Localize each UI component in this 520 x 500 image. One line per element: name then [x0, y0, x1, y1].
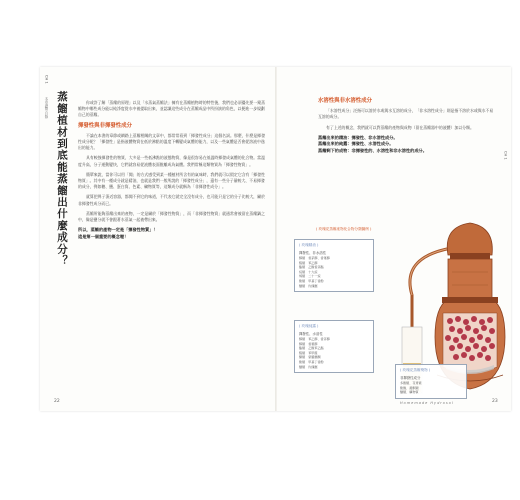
table-row: 醚類 玫瑰醚 — [299, 364, 318, 369]
section-heading: 水溶性與非水溶性成分 — [318, 98, 372, 104]
side-tab-right: CH 1 — [503, 151, 508, 160]
table-row: 醛類 苯乙醇 — [299, 260, 318, 265]
table-row: 酯類 乙酸香茅酯 — [299, 265, 324, 270]
figure-caption: ( 玫瑰花蒸餾產物化合物分類圖例 ) — [316, 227, 372, 231]
box-subtitle: 揮發性、水溶性 — [299, 332, 323, 336]
table-row: 酮類 紫羅蘭酮 — [299, 355, 321, 360]
running-title: Homemade Hydrosol — [400, 401, 454, 405]
paragraph: 有了上述的概念，我們就可以對蒸餾的產物與成物（留在蒸餾器中的液體）加以分類。 — [326, 124, 474, 130]
right-column — [318, 98, 494, 155]
box-subtitle: 揮發性、非水溶性 — [299, 251, 327, 255]
table-row: 多酚類、花青素 — [400, 381, 422, 385]
table-row: 酚類 甲基丁香酚 — [299, 359, 324, 364]
gutter — [275, 67, 277, 411]
side-tab-sub: 本章總覽·目錄 — [44, 97, 48, 119]
box-subtitle: 非揮發性成分 — [400, 376, 421, 380]
component-table — [299, 337, 333, 369]
table-row: 烯類 二十一烷 — [299, 274, 321, 279]
paragraph: 具有較強揮發性的物質，大多是一些低沸點的液態物質，像是很容易在低溫時揮發成氣體的化合物。當溫度升高，分子運動變快，它們就容易從液體表面脫離成為氣體。我們常稱這類物質為「揮發性物質」。 — [78, 155, 265, 167]
summary-line: 蒸餾剩下的成物：非揮發性的、水溶性和非水溶性的成分。 — [318, 148, 427, 153]
page-number-left: 22 — [54, 399, 60, 404]
paragraph: 不論在本書的章節或網路上蒸餾相關的文章中，都常常看到「揮發性成分」這個名詞。那麼，什麼是揮發性成分呢？「揮發性」是指液體物質在低於沸點的溫度下轉變成氣體的能力，以及一些氣體是否會從溶液中逸出的能力。 — [78, 132, 265, 151]
section-heading: 揮發性與非揮發性成分 — [78, 122, 132, 129]
table-row: 醚類 玫瑰醚 — [299, 283, 318, 288]
paragraph: 簡單來說，當你可以用「聞」的方式感受到某一種植材所含有的氣味時，我們就可以假定它含有「揮發性物質」。其中有一種成分就是精油，也就是我們一般所說的「揮發性成分」，還有一些分子量較大、不易揮發的成分，例如糖、鹽、蛋白質、色素、礦物質等，這類成分就稱為「非揮發性成分」。 — [78, 171, 265, 190]
table-row: 醇類 香茅醇、香葉醇 — [299, 256, 330, 260]
table-row: 酯類 乙酸苯乙酯 — [299, 346, 324, 351]
table-row: 醇類 苯乙醇、香茅醇 — [299, 337, 330, 341]
hydrosol-box — [294, 320, 374, 373]
summary-line: 蒸餾出來的純露：揮發性、水溶性成分。 — [318, 141, 394, 147]
closing-line: 這是第一個重要的概念喔！ — [78, 233, 129, 239]
box-title: ( 玫瑰花蒸餾殘物 ) — [400, 368, 431, 372]
side-tab-label: CH 1 — [44, 75, 49, 84]
table-row: 醣類、礦物質 — [400, 390, 419, 395]
paragraph: 「水溶性成分」泛指可以溶於水或與水互溶的成分，「非水溶性成分」則是指不溶於水或與水不易互溶的成分。 — [318, 108, 494, 120]
table-row: 醛類 苯甲醛 — [299, 350, 318, 355]
summary-line: 蒸餾出來的精油：揮發性、非水溶性成分。 — [318, 134, 398, 140]
table-row: 酚酸、黃酮類 — [400, 385, 419, 390]
component-table — [400, 381, 425, 395]
alembic-helmet — [447, 223, 492, 255]
box-title: ( 玫瑰純露 ) — [299, 324, 319, 328]
table-row: 烷類 十九烷 — [299, 269, 318, 274]
paragraph: 就算把鼻子湊近容器，都聞不到它的味道，不代表它就完全沒有成分，也可能只是它的分子比較大，屬於非揮發性成分而已。 — [78, 194, 265, 206]
book-spread — [40, 67, 511, 411]
table-row: 酚類 甲基丁香酚 — [299, 278, 324, 283]
paragraph: 蒸餾所能夠蒸餾出來的產物，一定是屬於「揮發性物質」，而「非揮發性物質」就通常會被留在蒸餾鍋之中，像是鹽分就不會跟著水蒸氣一起被帶出來。 — [78, 210, 265, 223]
left-column — [78, 100, 268, 240]
essential-oil-box — [294, 239, 374, 292]
page-number-right: 23 — [492, 399, 498, 404]
table-row: 醇類 香葉醇 — [299, 341, 318, 346]
residue-box — [395, 364, 467, 399]
chapter-title: 蒸餾植材到底能蒸餾出什麼成分？ — [56, 91, 68, 267]
closing-line: 所以，蒸餾的產物一定是「揮發性物質」！ — [78, 227, 158, 233]
intro-paragraph: 你或許了解「蒸餾的原理」以及「水蒸氣蒸餾法」擁有在蒸餾植物時的特性後，我們也必須優先要一窺蒸餾物中哪些成分能以純淨度從水中被提取出來，並認識這些成分在蒸餾成品中所扮演的角色，以便進一步規劃自己的蒸餾。 — [78, 100, 265, 118]
component-table — [299, 256, 333, 288]
box-title: ( 玫瑰精油 ) — [299, 243, 319, 247]
side-tab-left — [44, 75, 48, 84]
